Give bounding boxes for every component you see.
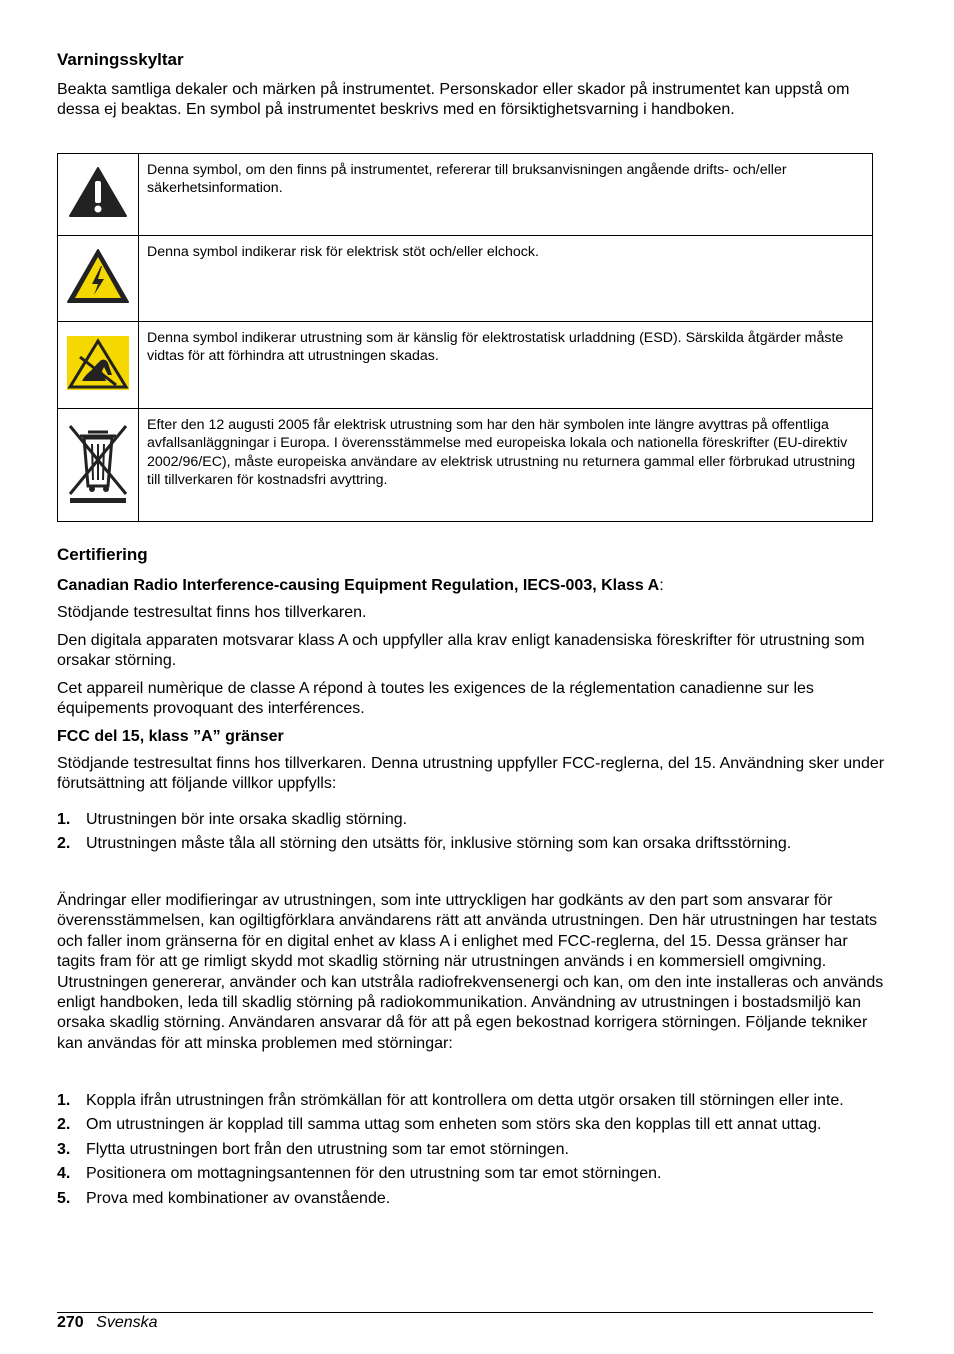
symbols-table bbox=[57, 153, 873, 522]
symbol-description: Efter den 12 augusti 2005 får elektrisk utrustning som har den här symbolen inte längre avyttras på offentliga avfallsanläggningar i Europa. I överensstämmelse med europeiska lokala och nationella föreskrifter (EU-direktiv 2002/96/EC), måste europeiska användare av elektrisk utrustning nu returnera gammal eller förbrukad utrustning till tillverkaren för kostnadsfri avyttring. bbox=[139, 409, 873, 522]
paragraph: Stödjande testresultat finns hos tillverkaren. bbox=[57, 604, 367, 621]
colon: : bbox=[659, 577, 664, 594]
list-text: Koppla ifrån utrustningen från strömkällan för att kontrollera om detta utgör orsaken till störningen eller inte. bbox=[86, 1092, 844, 1109]
symbol-row bbox=[58, 236, 873, 322]
paragraph: Den digitala apparaten motsvarar klass A och uppfyller alla krav enligt kanadensiska föreskrifter för utrustning som orsakar störning. bbox=[57, 632, 865, 670]
symbol-description: Denna symbol, om den finns på instrumentet, refererar till bruksanvisningen angående drifts- och/eller säkerhetsinformation. bbox=[139, 154, 873, 236]
list-item bbox=[57, 1091, 887, 1111]
list-item bbox=[57, 1164, 887, 1184]
footer-language: Svenska bbox=[96, 1314, 158, 1331]
symbol-row bbox=[58, 409, 873, 522]
list-text: Prova med kombinationer av ovanstående. bbox=[86, 1189, 391, 1207]
list-text: Positionera om mottagningsantennen för den utrustning som tar emot störningen. bbox=[86, 1165, 662, 1183]
list-text: Flytta utrustningen bort från den utrustning som tar emot störningen. bbox=[86, 1140, 569, 1158]
numbered-list bbox=[57, 810, 887, 855]
list-number: 1. bbox=[57, 811, 71, 828]
page-number: 270 bbox=[57, 1314, 84, 1331]
symbol-description: Denna symbol indikerar risk för elektrisk stöt och/eller elchock. bbox=[139, 236, 873, 322]
long-paragraph: Ändringar eller modifieringar av utrustningen, som inte uttryckligen har godkänts av den part som ansvarar för överensstämmelsen, kan ogiltigförklara användarens rätt att använda utrustningen. Den här utrustningen har testats och faller inom gränserna för en digital enhet av klass A i enlighet med FCC-reglerna, del 15. Dessa gränser har tagits fram för att ge rimligt skydd mot skadlig störning när utrustningen används i en kommersiell omgivning. Utrustningen genererar, använder och kan utstråla radiofrekvensenergi och kan, om den inte installeras och används enligt handboken, leda till skadlig störning på radiokommunikation. Användning av utrustningen i bostadsmiljö kan orsaka skadlig störning. Användaren ansvarar då för att på egen bekostnad korrigera störningen. Följande tekniker kan användas för att minska problemen med störningar: bbox=[57, 892, 884, 1052]
list-item bbox=[57, 1115, 887, 1135]
intro-paragraph: Beakta samtliga dekaler och märken på instrumentet. Personskador eller skador på instrumentet kan uppstå om dessa ej beaktas. En symbol på instrumentet beskrivs med en försiktighetsvarning i handboken. bbox=[57, 81, 850, 119]
list-number: 3. bbox=[57, 1140, 71, 1158]
fcc-title: FCC del 15, klass ”A” gränser bbox=[57, 728, 284, 745]
list-number: 1. bbox=[57, 1092, 71, 1109]
footer bbox=[57, 1313, 158, 1333]
canada-regulation-name: Canadian Radio Interference-causing Equipment Regulation, IECS-003, Klass A bbox=[57, 577, 660, 594]
list-item bbox=[57, 1189, 887, 1209]
list-number: 5. bbox=[57, 1189, 71, 1207]
list-number: 2. bbox=[57, 1116, 71, 1134]
symbol-description: Denna symbol indikerar utrustning som är känslig för elektrostatisk urladdning (ESD). Särskilda åtgärder måste vidtas för att förhindra att utrustningen skadas. bbox=[139, 322, 873, 409]
canada-regulation-title bbox=[57, 576, 887, 596]
warning-triangle-icon bbox=[58, 154, 139, 236]
esd-icon bbox=[58, 322, 139, 409]
footer-divider bbox=[57, 1312, 873, 1313]
section-heading-varningsskyltar: Varningsskyltar bbox=[57, 50, 184, 69]
list-text: Utrustningen måste tåla all störning den utsätts för, inklusive störning som kan orsaka driftsstörning. bbox=[86, 835, 792, 853]
list-item bbox=[57, 810, 887, 830]
list-text: Utrustningen bör inte orsaka skadlig störning. bbox=[86, 811, 408, 828]
list-number: 4. bbox=[57, 1165, 71, 1183]
list-item bbox=[57, 1140, 887, 1160]
paragraph-french: Cet appareil numèrique de classe A répond à toutes les exigences de la réglementation canadienne sur les équipements provoquant des interférences. bbox=[57, 680, 814, 718]
fcc-intro: Stödjande testresultat finns hos tillverkaren. Denna utrustning uppfyller FCC-reglerna, del 15. Användning sker under förutsättning att följande villkor uppfylls: bbox=[57, 755, 885, 793]
symbol-row bbox=[58, 322, 873, 409]
numbered-list bbox=[57, 1091, 887, 1209]
list-item bbox=[57, 834, 887, 854]
list-number: 2. bbox=[57, 835, 71, 853]
electric-shock-icon bbox=[58, 236, 139, 322]
symbol-row bbox=[58, 154, 873, 236]
weee-crossed-bin-icon bbox=[58, 409, 139, 522]
list-text: Om utrustningen är kopplad till samma uttag som enheten som störs ska den kopplas till ett annat uttag. bbox=[86, 1116, 822, 1134]
section-heading-certifiering: Certifiering bbox=[57, 545, 148, 564]
